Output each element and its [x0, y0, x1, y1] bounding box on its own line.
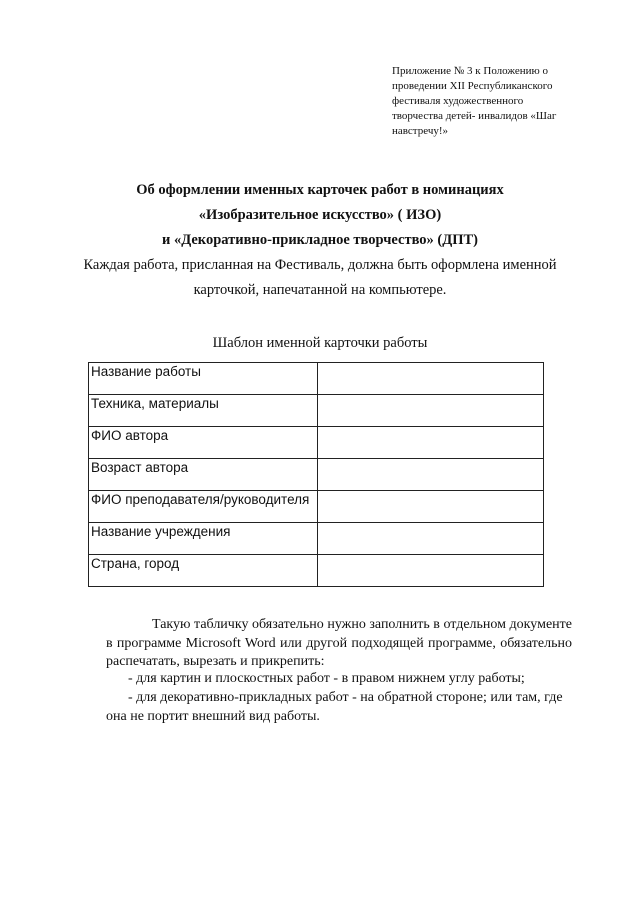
appendix-note: [392, 64, 592, 139]
document-title-line-3: и «Декоративно-прикладное творчество» (ДПТ): [161, 232, 479, 248]
row-value-cell: [317, 395, 543, 427]
row-label: Название работы: [89, 363, 318, 395]
bullet-item-continuation: она не портит внешний вид работы.: [106, 709, 320, 724]
row-label: Техника, материалы: [89, 395, 318, 427]
row-label: ФИО преподавателя/руководителя: [89, 491, 318, 523]
bullet-item: - для декоративно-прикладных работ - на обратной стороне; или там, где: [128, 690, 563, 705]
appendix-line: проведении XII Республиканского: [392, 80, 553, 92]
row-label: Страна, город: [89, 555, 318, 587]
row-value-cell: [317, 491, 543, 523]
instructions-paragraph: [106, 616, 572, 672]
row-value-cell: [317, 459, 543, 491]
row-label: Название учреждения: [89, 523, 318, 555]
table-row: [89, 491, 544, 523]
row-value-cell: [317, 523, 543, 555]
document-title-line-1: Об оформлении именных карточек работ в номинациях: [136, 182, 504, 198]
appendix-line: навстречу!»: [392, 125, 449, 137]
row-label: Возраст автора: [89, 459, 318, 491]
table-row: [89, 523, 544, 555]
instructions-text: Такую табличку обязательно нужно заполнить в отдельном документе в программе Microsoft Word или другой подходящей программе, обязательно распечатать, вырезать и прикрепить:: [106, 617, 572, 669]
appendix-line: фестиваля художественного: [392, 95, 524, 107]
row-value-cell: [317, 555, 543, 587]
table-row: [89, 459, 544, 491]
table-row: [89, 363, 544, 395]
name-card-table: [88, 362, 544, 587]
appendix-line: творчества детей- инвалидов «Шаг: [392, 110, 557, 122]
intro-line-2: карточкой, напечатанной на компьютере.: [193, 282, 447, 298]
table-row: [89, 427, 544, 459]
table-row: [89, 555, 544, 587]
appendix-line: Приложение № 3 к Положению о: [392, 65, 548, 77]
table-row: [89, 395, 544, 427]
row-label: ФИО автора: [89, 427, 318, 459]
document-title-line-2: «Изобразительное искусство» ( ИЗО): [198, 207, 442, 223]
bullet-item: - для картин и плоскостных работ - в правом нижнем углу работы;: [128, 671, 525, 686]
intro-line-1: Каждая работа, присланная на Фестиваль, должна быть оформлена именной: [83, 257, 557, 273]
row-value-cell: [317, 427, 543, 459]
row-value-cell: [317, 363, 543, 395]
template-title: Шаблон именной карточки работы: [212, 335, 428, 351]
